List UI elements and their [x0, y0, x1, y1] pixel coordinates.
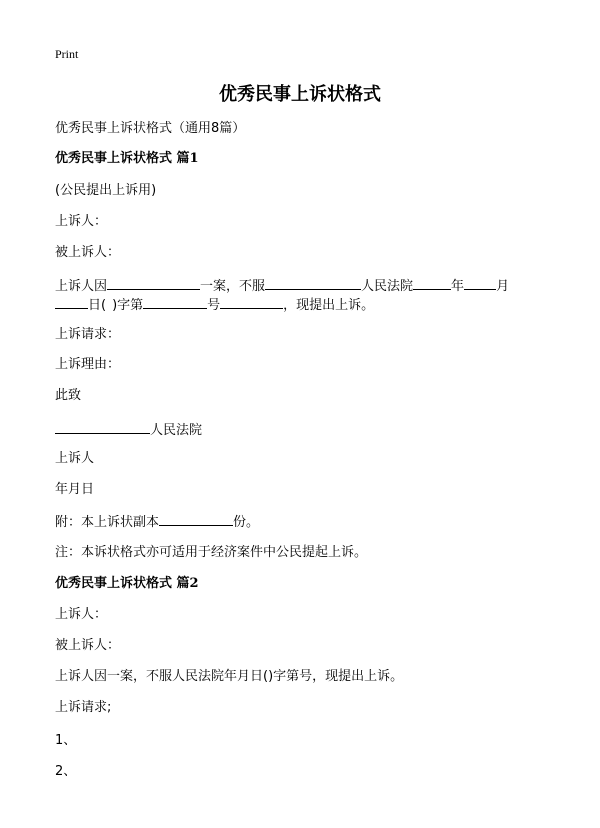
section1-sign: 上诉人: [55, 451, 95, 466]
section1-regards: 此致: [55, 388, 82, 403]
p-start: 上诉人因: [55, 279, 108, 294]
section1-appellant: 上诉人：: [55, 214, 108, 229]
document-subtitle: 优秀民事上诉状格式（通用8篇）: [55, 121, 246, 136]
p-month: 月: [496, 279, 510, 294]
p-zi: )字第: [112, 298, 144, 313]
section1-reason: 上诉理由：: [55, 357, 121, 372]
section2-item-2: 2、: [55, 764, 77, 779]
blank-copies: [159, 513, 233, 526]
blank-month: [464, 277, 496, 290]
section2-paragraph: 上诉人因一案，不服人民法院年月日()字第号，现提出上诉。: [55, 669, 404, 684]
blank-case-no: [143, 296, 207, 309]
section1-court-line: [55, 421, 202, 439]
blank-number: [220, 296, 283, 309]
p-hao: 号: [207, 298, 221, 313]
section1-request: 上诉请求：: [55, 327, 121, 342]
document-title: 优秀民事上诉状格式: [219, 84, 381, 105]
blank-year: [413, 277, 451, 290]
p-court: 人民法院: [361, 279, 414, 294]
attach-pre: 附：本上诉状副本: [55, 515, 160, 530]
blank-day: [55, 296, 88, 309]
p-year: 年: [451, 279, 465, 294]
blank-case-name: [107, 277, 200, 290]
section1-remark: 注：本诉状格式亦可适用于经济案件中公民提起上诉。: [55, 545, 368, 560]
section2-appellee: 被上诉人：: [55, 638, 121, 653]
attach-post: 份。: [233, 515, 260, 530]
court-suffix: 人民法院: [150, 423, 203, 438]
section2-item-1: 1、: [55, 733, 77, 748]
section2-heading: 优秀民事上诉状格式 篇2: [55, 576, 199, 591]
print-label: Print: [55, 47, 79, 61]
section1-paragraph-line2: [55, 296, 374, 314]
p-end: ，现提出上诉。: [283, 298, 375, 313]
blank-court-name: [265, 277, 361, 290]
section2-request: 上诉请求;: [55, 700, 112, 715]
section1-paragraph-line1: [55, 277, 509, 295]
section1-heading: 优秀民事上诉状格式 篇1: [55, 151, 199, 166]
p-day: 日(: [88, 298, 107, 313]
blank-court: [55, 421, 150, 434]
section2-appellant: 上诉人：: [55, 607, 108, 622]
section1-attachment: [55, 513, 259, 531]
p-case: 一案，不服: [200, 279, 266, 294]
section1-appellee: 被上诉人：: [55, 245, 121, 260]
section1-note: (公民提出上诉用): [55, 183, 157, 198]
section1-date: 年月日: [55, 482, 95, 497]
